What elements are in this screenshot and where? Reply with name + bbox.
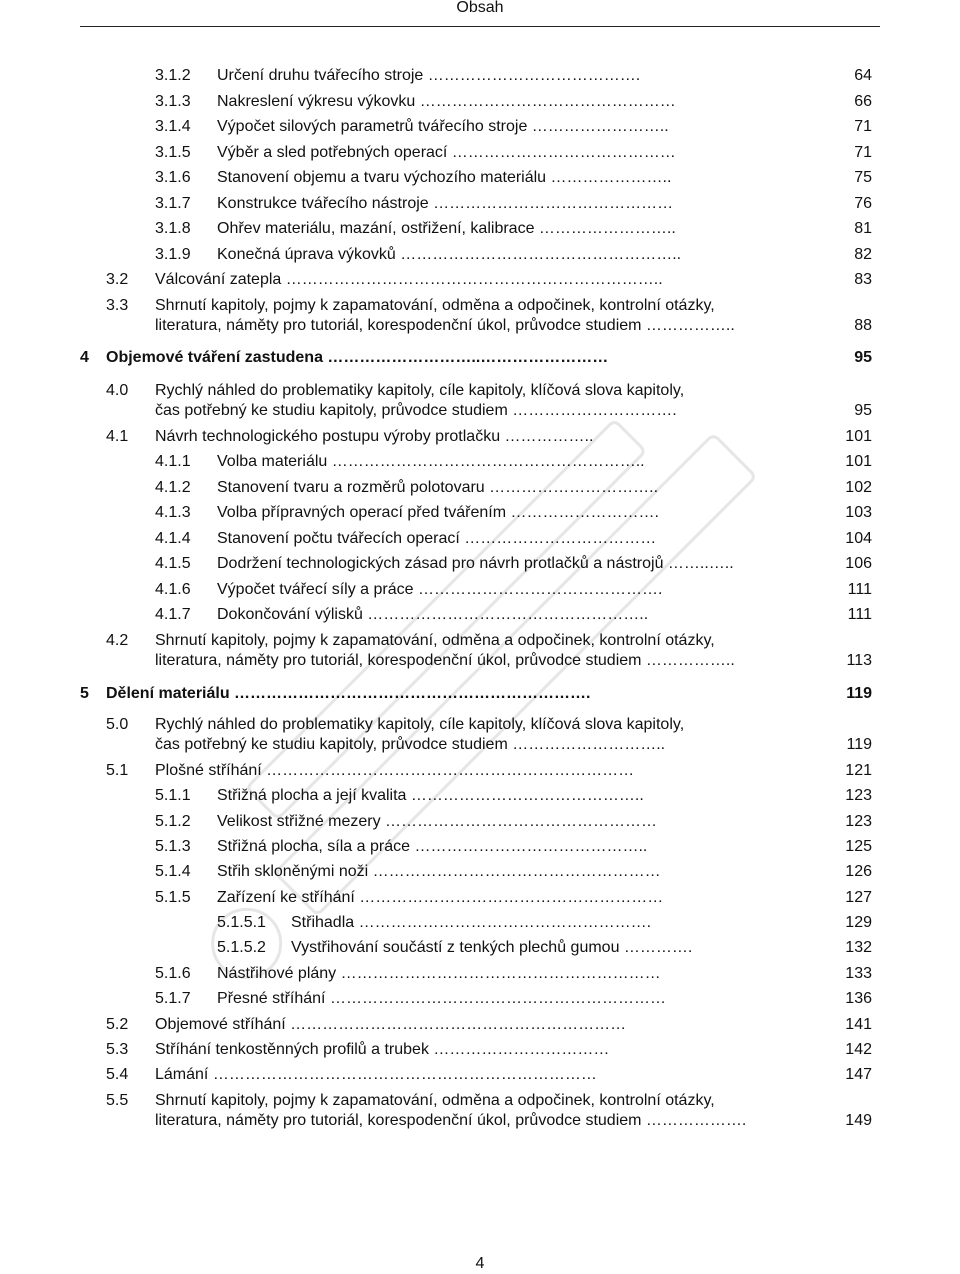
toc-entry-page: 133	[845, 965, 872, 982]
toc-entry-title: Výpočet silových parametrů tvářecího stroje ……………………..	[217, 118, 669, 135]
toc-entry-title: Shrnutí kapitoly, pojmy k zapamatování, odměna a odpočinek, kontrolní otázky,	[155, 632, 715, 649]
toc-entry-page: 123	[845, 787, 872, 804]
toc-entry-page: 102	[845, 479, 872, 496]
toc-entry-page: 142	[845, 1041, 872, 1058]
toc-entry-title: Střih skloněnými noži ………………………………………………	[217, 863, 661, 880]
toc-entry-number: 3.1.4	[155, 118, 191, 135]
toc-entry-title: literatura, náměty pro tutoriál, korespodenční úkol, průvodce studiem ……………….	[155, 1112, 747, 1129]
toc-entry-page: 113	[846, 652, 872, 669]
toc-entry-title: literatura, náměty pro tutoriál, korespodenční úkol, průvodce studiem ……………..	[155, 652, 735, 669]
toc-entry-page: 82	[854, 246, 872, 263]
toc-entry-page: 83	[854, 271, 872, 288]
toc-entry-page: 95	[854, 402, 872, 419]
toc-entry-number: 4.2	[106, 632, 129, 649]
toc-entry-number: 5	[80, 685, 89, 702]
toc-entry-title: Přesné stříhání ………………………………………………………	[217, 990, 666, 1007]
toc-entry-number: 3.1.8	[155, 220, 191, 237]
toc-entry-number: 3.1.7	[155, 195, 191, 212]
toc-entry-page: 101	[845, 428, 872, 445]
toc-entry-number: 3.1.5	[155, 144, 191, 161]
toc-entry-number: 5.1.5.2	[217, 939, 266, 956]
toc-entry-title: Objemové stříhání ………………………………………………………	[155, 1016, 627, 1033]
toc-entry-title: Výpočet tvářecí síly a práce ……………………………………….	[217, 581, 663, 598]
toc-entry-title: Návrh technologického postupu výroby protlačku ……………..	[155, 428, 594, 445]
toc-entry-title: Dělení materiálu ………………………………………………………….	[106, 685, 591, 702]
toc-entry-title: Nakreslení výkresu výkovku …………………………………………	[217, 93, 676, 110]
toc-entry-page: 147	[845, 1066, 872, 1083]
toc-entry-page: 121	[845, 762, 872, 779]
toc-entry-title: čas potřebný ke studiu kapitoly, průvodce studiem ………………………….	[155, 402, 677, 419]
toc-entry-page: 123	[845, 813, 872, 830]
toc-entry-title: Určení druhu tvářecího stroje ………………………………….	[217, 67, 641, 84]
toc-entry-number: 5.4	[106, 1066, 129, 1083]
toc-entry-title: Rychlý náhled do problematiky kapitoly, cíle kapitoly, klíčová slova kapitoly,	[155, 716, 685, 733]
toc-entry-number: 5.1.2	[155, 813, 191, 830]
toc-entry-page: 66	[854, 93, 872, 110]
toc-entry-title: Lámání ………………………………………………………………	[155, 1066, 597, 1083]
toc-entry-title: Plošné stříhání ……………………………………………………………	[155, 762, 635, 779]
toc-entry-page: 104	[845, 530, 872, 547]
toc-entry-title: Zařízení ke stříhání …………………………………………………	[217, 889, 664, 906]
toc-entry-number: 5.2	[106, 1016, 129, 1033]
toc-entry-page: 76	[854, 195, 872, 212]
toc-entry-number: 4.1	[106, 428, 129, 445]
toc-entry-title: Volba materiálu …………………………………………………..	[217, 453, 645, 470]
toc-entry-page: 101	[845, 453, 872, 470]
toc-entry-title: Ohřev materiálu, mazání, ostřižení, kalibrace ……………………..	[217, 220, 676, 237]
toc-entry-page: 81	[854, 220, 872, 237]
toc-entry-page: 149	[845, 1112, 872, 1129]
toc-entry-title: Válcování zatepla ……………………………………………………………..	[155, 271, 663, 288]
toc-entry-number: 4.1.4	[155, 530, 191, 547]
toc-entry-number: 5.1.5	[155, 889, 191, 906]
toc-entry-number: 4.1.2	[155, 479, 191, 496]
toc-entry-page: 111	[847, 581, 872, 598]
page-header	[80, 0, 880, 27]
toc-entry-page: 75	[854, 169, 872, 186]
toc-entry-title: Stanovení objemu a tvaru výchozího materiálu …………………..	[217, 169, 672, 186]
toc-entry-number: 3.1.2	[155, 67, 191, 84]
toc-entry-page: 141	[845, 1016, 872, 1033]
toc-entry-page: 119	[846, 736, 872, 753]
toc-entry-page: 64	[854, 67, 872, 84]
toc-entry-number: 5.1.4	[155, 863, 191, 880]
toc-entry-number: 5.1.7	[155, 990, 191, 1007]
toc-entry-number: 3.2	[106, 271, 129, 288]
toc-entry-number: 5.1.1	[155, 787, 191, 804]
page-number: 4	[475, 1255, 485, 1272]
toc-entry-page: 132	[845, 939, 872, 956]
toc-entry-title: Velikost střižné mezery ……………………………………………	[217, 813, 658, 830]
toc-entry-number: 5.5	[106, 1092, 129, 1109]
toc-entry-number: 4.1.1	[155, 453, 191, 470]
toc-entry-number: 4	[80, 349, 89, 366]
toc-entry-title: Stanovení tvaru a rozměrů polotovaru …………………………..	[217, 479, 659, 496]
toc-entry-title: Střižná plocha, síla a práce ……………………………………..	[217, 838, 648, 855]
toc-entry-title: Střižná plocha a její kvalita ……………………………………..	[217, 787, 644, 804]
toc-entry-number: 4.1.5	[155, 555, 191, 572]
toc-entry-number: 4.1.6	[155, 581, 191, 598]
toc-entry-page: 88	[854, 317, 872, 334]
toc-entry-page: 71	[854, 118, 872, 135]
toc-entry-title: Rychlý náhled do problematiky kapitoly, cíle kapitoly, klíčová slova kapitoly,	[155, 382, 685, 399]
toc-entry-number: 4.1.3	[155, 504, 191, 521]
toc-entry-title: Dodržení technologických zásad pro návrh protlačků a nástrojů ……..…..	[217, 555, 734, 572]
toc-entry-number: 3.1.9	[155, 246, 191, 263]
toc-entry-number: 5.0	[106, 716, 129, 733]
toc-entry-title: Objemové tváření zastudena ………………………..……………………	[106, 349, 609, 366]
toc-entry-number: 5.3	[106, 1041, 129, 1058]
toc-entry-title: Stříhání tenkostěnných profilů a trubek ……………………………	[155, 1041, 610, 1058]
toc-entry-page: 129	[845, 914, 872, 931]
toc-entry-title: Shrnutí kapitoly, pojmy k zapamatování, odměna a odpočinek, kontrolní otázky,	[155, 1092, 715, 1109]
toc-entry-title: Dokončování výlisků ……………………………………………..	[217, 606, 649, 623]
toc-entry-title: Výběr a sled potřebných operací ……………………………………	[217, 144, 676, 161]
toc-entry-number: 5.1.6	[155, 965, 191, 982]
toc-entry-title: čas potřebný ke studiu kapitoly, průvodce studiem ………………………..	[155, 736, 666, 753]
toc-entry-page: 111	[847, 606, 872, 623]
toc-entry-page: 106	[845, 555, 872, 572]
toc-entry-number: 5.1.3	[155, 838, 191, 855]
toc-entry-title: Vystřihování součástí z tenkých plechů gumou ………….	[291, 939, 693, 956]
toc-entry-page: 125	[845, 838, 872, 855]
toc-entry-title: Nástřihové plány ……………………………………………………	[217, 965, 661, 982]
toc-entry-title: literatura, náměty pro tutoriál, korespodenční úkol, průvodce studiem ……………..	[155, 317, 735, 334]
page-header-title: Obsah	[456, 0, 504, 16]
toc-entry-page: 103	[845, 504, 872, 521]
toc-entry-number: 3.1.6	[155, 169, 191, 186]
toc-entry-page: 119	[846, 685, 872, 702]
toc-entry-page: 71	[854, 144, 872, 161]
toc-entry-title: Stanovení počtu tvářecích operací ………………………………	[217, 530, 657, 547]
toc-entry-number: 4.1.7	[155, 606, 191, 623]
toc-entry-page: 95	[854, 349, 872, 366]
toc-entry-number: 3.1.3	[155, 93, 191, 110]
toc-entry-page: 127	[845, 889, 872, 906]
toc-entry-number: 4.0	[106, 382, 129, 399]
toc-entry-page: 126	[845, 863, 872, 880]
toc-entry-title: Volba přípravných operací před tvářením ……………………….	[217, 504, 659, 521]
toc-entry-number: 5.1.5.1	[217, 914, 266, 931]
toc-entry-number: 3.3	[106, 297, 129, 314]
toc-entry-title: Konstrukce tvářecího nástroje ………………………………………	[217, 195, 674, 212]
toc-entry-title: Konečná úprava výkovků ……………………………………………..	[217, 246, 682, 263]
toc-entry-number: 5.1	[106, 762, 129, 779]
toc-entry-title: Střihadla ……………………………………………….	[291, 914, 652, 931]
toc-entry-title: Shrnutí kapitoly, pojmy k zapamatování, odměna a odpočinek, kontrolní otázky,	[155, 297, 715, 314]
toc-entry-page: 136	[845, 990, 872, 1007]
